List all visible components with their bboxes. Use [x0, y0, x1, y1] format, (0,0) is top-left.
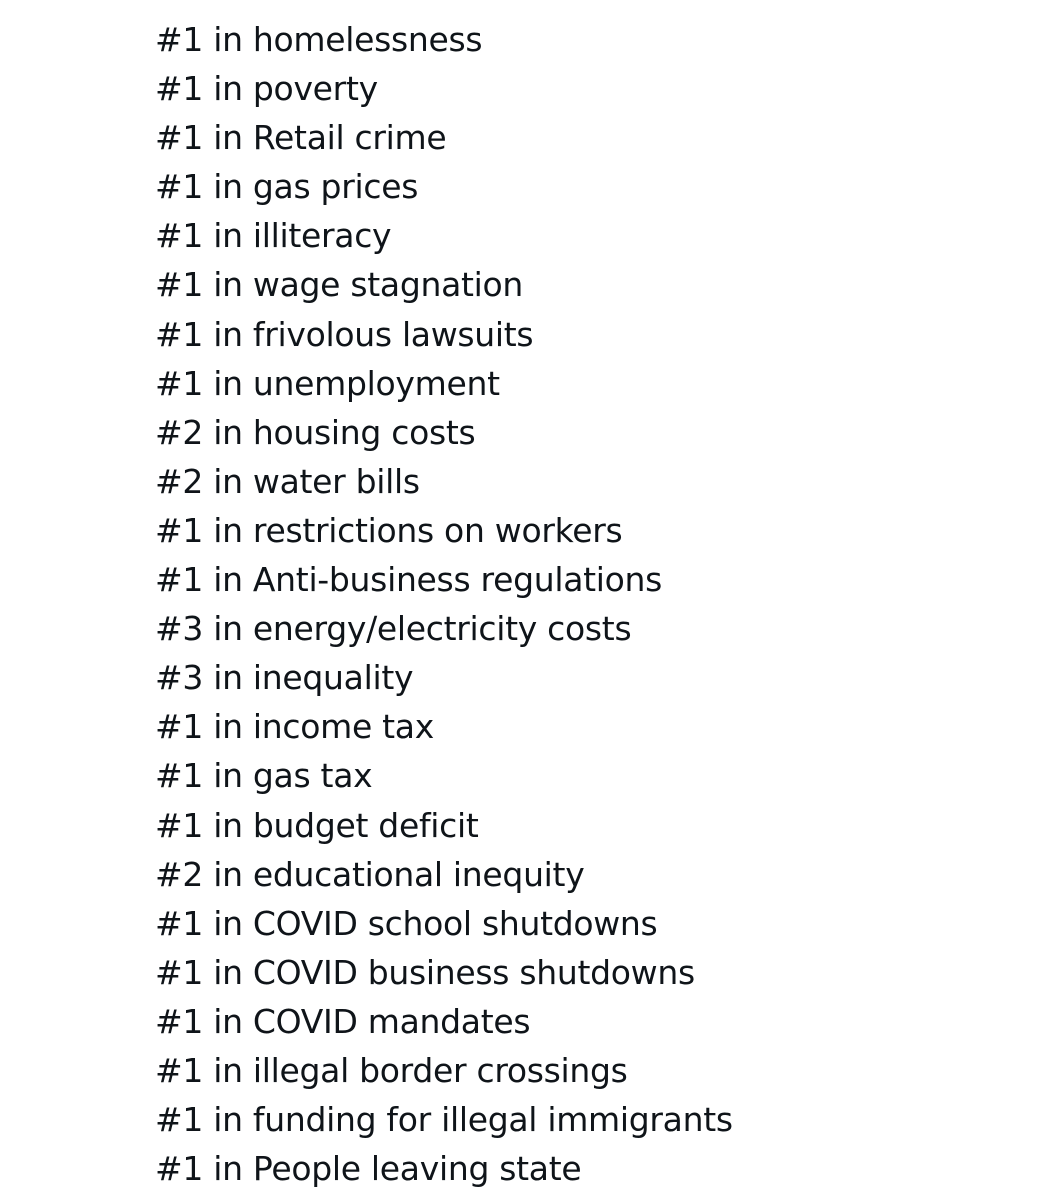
list-item: #3 in energy/electricity costs	[155, 609, 632, 649]
list-item: #1 in illegal border crossings	[155, 1050, 628, 1090]
list-item: #1 in restrictions on workers	[155, 510, 623, 550]
list-item: #1 in wage stagnation	[155, 265, 524, 305]
list-item: #1 in gas tax	[155, 756, 373, 796]
list-item: #1 in COVID business shutdowns	[155, 952, 695, 992]
list-item: #1 in COVID school shutdowns	[155, 903, 658, 943]
list-item: #1 in illiteracy	[155, 216, 392, 256]
list-item: #1 in gas prices	[155, 167, 419, 207]
list-item: #2 in housing costs	[155, 412, 476, 452]
ranking-list	[155, 15, 733, 1193]
list-item: #2 in water bills	[155, 461, 420, 501]
list-item: #1 in homelessness	[155, 20, 483, 59]
list-item: #1 in budget deficit	[155, 805, 479, 845]
list-item: #1 in unemployment	[155, 363, 500, 403]
list-item: #1 in Retail crime	[155, 118, 447, 158]
list-item: #1 in poverty	[155, 69, 378, 109]
list-item: #1 in funding for illegal immigrants	[155, 1100, 733, 1140]
list-item: #1 in Anti-business regulations	[155, 560, 663, 600]
list-item: #1 in People leaving state	[155, 1149, 582, 1189]
list-item: #1 in income tax	[155, 707, 434, 747]
list-item: #2 in educational inequity	[155, 854, 585, 894]
list-item: #3 in inequality	[155, 658, 414, 698]
list-item: #1 in COVID mandates	[155, 1001, 531, 1041]
list-item: #1 in frivolous lawsuits	[155, 314, 534, 354]
